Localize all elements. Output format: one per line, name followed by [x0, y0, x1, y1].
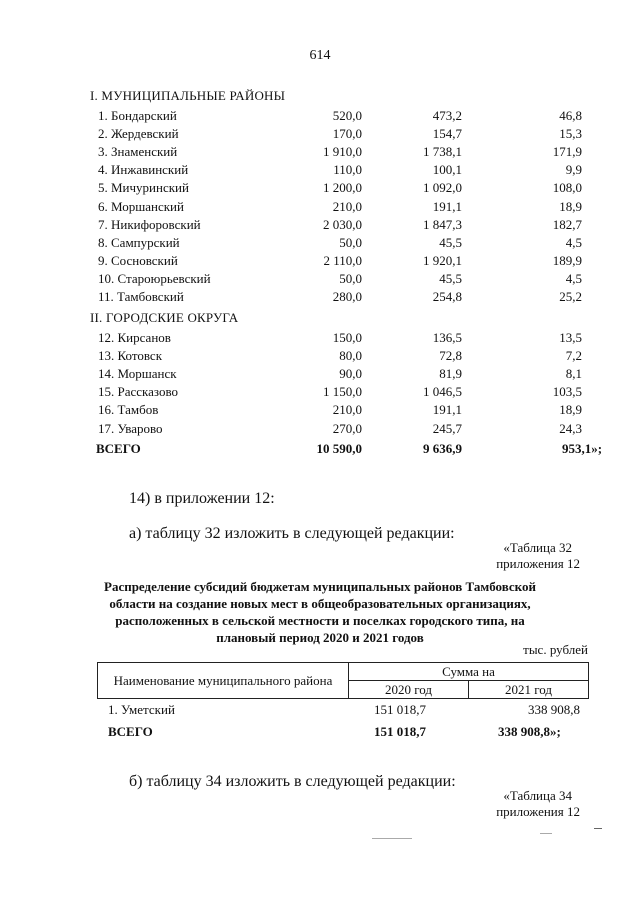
- row-value-2: 100,1: [432, 162, 462, 178]
- scan-speck: [540, 833, 552, 834]
- table32-head-name: Наименование муниципального района: [98, 663, 349, 699]
- paragraph-14: 14) в приложении 12:: [129, 490, 275, 507]
- table34-note-line1: «Таблица 34: [503, 788, 572, 803]
- table-row: [0, 271, 640, 289]
- row-value-1: 280,0: [332, 289, 362, 304]
- row-value-2: 1 046,5: [423, 384, 462, 400]
- row-value-1: 110,0: [333, 162, 362, 178]
- row-name: 12. Кирсанов: [98, 330, 171, 345]
- table34-note-line2: приложения 12: [496, 804, 580, 819]
- table32-row-name: 1. Уметский: [108, 702, 175, 717]
- row-name: 6. Моршанский: [98, 198, 184, 214]
- row-value-1: 520,0: [332, 108, 362, 123]
- row-value-1: 1 910,0: [323, 144, 362, 160]
- row-value-2: 191,1: [432, 198, 462, 214]
- table32-total-label: ВСЕГО: [108, 724, 153, 739]
- row-name: 8. Сампурский: [98, 234, 180, 250]
- row-name: 2. Жердевский: [98, 126, 179, 142]
- table-row: [0, 253, 640, 271]
- table-row: [0, 144, 640, 162]
- row-name: 17. Уварово: [98, 420, 163, 436]
- row-value-1: 210,0: [332, 198, 362, 214]
- row-value-3: 7,2: [565, 348, 582, 364]
- row-value-3: 15,3: [559, 126, 582, 142]
- table-row: [0, 126, 640, 144]
- table-row: [0, 330, 640, 348]
- row-value-1: 2 110,0: [323, 252, 362, 268]
- row-value-3: 108,0: [552, 180, 582, 196]
- row-value-1: 80,0: [339, 348, 362, 364]
- row-name: 7. Никифоровский: [98, 216, 201, 232]
- row-value-2: 154,7: [432, 126, 462, 142]
- row-value-3: 13,5: [559, 330, 582, 345]
- row-value-2: 1 920,1: [423, 252, 462, 268]
- table32-head-year-2021: 2021 год: [469, 681, 589, 699]
- row-value-1: 1 150,0: [323, 384, 362, 400]
- scan-speck: [372, 838, 412, 839]
- table-row: [0, 162, 640, 180]
- row-value-1: 270,0: [332, 420, 362, 436]
- table-row: [0, 108, 640, 126]
- table32-row: [0, 702, 640, 720]
- page-number: 614: [309, 48, 331, 63]
- row-value-1: 2 030,0: [323, 216, 362, 232]
- row-value-2: 1 092,0: [423, 180, 462, 196]
- row-name: 14. Моршанск: [98, 366, 177, 382]
- row-value-1: 170,0: [332, 126, 362, 142]
- table32-units: тыс. рублей: [523, 642, 588, 657]
- table32-title: Распределение субсидий бюджетам муниципальных районов Тамбовской области на создание новых мест в общеобразовательных организациях, расположенных в сельской местности и поселках городского типа, на плановый период 2020 и 2021 годов: [104, 579, 536, 645]
- row-name: 10. Староюрьевский: [98, 270, 211, 286]
- row-value-2: 1 738,1: [423, 144, 462, 160]
- row-value-3: 18,9: [559, 198, 582, 214]
- table32-head-year-2020: 2020 год: [349, 681, 469, 699]
- table32-total-row: [0, 724, 640, 742]
- table-row: [0, 402, 640, 420]
- row-value-2: 45,5: [439, 234, 462, 250]
- section-title-city-districts: II. ГОРОДСКИЕ ОКРУГА: [90, 310, 239, 325]
- row-value-3: 171,9: [552, 144, 582, 160]
- row-value-3: 18,9: [559, 402, 582, 418]
- table-row: [0, 235, 640, 253]
- paragraph-a: а) таблицу 32 изложить в следующей редакции:: [129, 525, 455, 542]
- row-value-2: 45,5: [439, 270, 462, 286]
- row-value-3: 24,3: [559, 420, 582, 436]
- table-row: [0, 289, 640, 307]
- row-value-3: 25,2: [559, 289, 582, 304]
- row-value-2: 254,8: [432, 289, 462, 304]
- row-value-3: 189,9: [552, 252, 582, 268]
- row-value-3: 46,8: [559, 108, 582, 123]
- row-value-2: 72,8: [439, 348, 462, 364]
- paragraph-b: б) таблицу 34 изложить в следующей редакции:: [129, 773, 456, 790]
- grand-total-row: [0, 441, 640, 459]
- total-value-3: 953,1»;: [562, 441, 603, 456]
- row-value-1: 50,0: [339, 270, 362, 286]
- table32-total-2021: 338 908,8»;: [498, 724, 561, 739]
- table-row: [0, 348, 640, 366]
- scan-speck: [594, 828, 602, 829]
- row-name: 15. Рассказово: [98, 384, 179, 400]
- table32-head-sum: Сумма на: [349, 663, 589, 681]
- row-value-3: 8,1: [565, 366, 582, 382]
- row-value-2: 81,9: [439, 366, 462, 382]
- table-row: [0, 366, 640, 384]
- row-value-3: 103,5: [552, 384, 582, 400]
- total-value-2: 9 636,9: [423, 441, 462, 456]
- row-value-1: 210,0: [332, 402, 362, 418]
- row-name: 13. Котовск: [98, 348, 163, 364]
- row-value-3: 4,5: [565, 234, 582, 250]
- table-row: [0, 421, 640, 439]
- row-value-2: 473,2: [432, 108, 462, 123]
- row-value-3: 4,5: [565, 270, 582, 286]
- row-value-2: 1 847,3: [423, 216, 462, 232]
- row-value-1: 1 200,0: [323, 180, 362, 196]
- row-value-1: 50,0: [339, 234, 362, 250]
- table32-note-line1: «Таблица 32: [503, 540, 572, 555]
- row-name: 9. Сосновский: [98, 252, 178, 268]
- table32-total-2020: 151 018,7: [374, 724, 426, 739]
- table32-row-2020: 151 018,7: [374, 702, 426, 717]
- section-title-districts: I. МУНИЦИПАЛЬНЫЕ РАЙОНЫ: [90, 88, 286, 103]
- total-label: ВСЕГО: [96, 441, 141, 456]
- row-value-3: 182,7: [552, 216, 582, 232]
- row-name: 4. Инжавинский: [98, 162, 189, 178]
- table32-note-line2: приложения 12: [496, 556, 580, 571]
- table-row: [0, 180, 640, 198]
- table-row: [0, 217, 640, 235]
- row-name: 3. Знаменский: [98, 144, 178, 160]
- row-value-2: 136,5: [432, 330, 462, 345]
- row-name: 11. Тамбовский: [98, 289, 184, 304]
- row-name: 16. Тамбов: [98, 402, 159, 418]
- row-value-1: 90,0: [339, 366, 362, 382]
- row-value-2: 191,1: [432, 402, 462, 418]
- table-row: [0, 199, 640, 217]
- row-value-2: 245,7: [432, 420, 462, 436]
- table-row: [0, 384, 640, 402]
- row-value-3: 9,9: [565, 162, 582, 178]
- table32-row-2021: 338 908,8: [528, 702, 580, 717]
- table32-header: [97, 662, 589, 699]
- row-name: 5. Мичуринский: [98, 180, 189, 196]
- total-value-1: 10 590,0: [316, 441, 362, 456]
- row-value-1: 150,0: [332, 330, 362, 345]
- row-name: 1. Бондарский: [98, 108, 177, 123]
